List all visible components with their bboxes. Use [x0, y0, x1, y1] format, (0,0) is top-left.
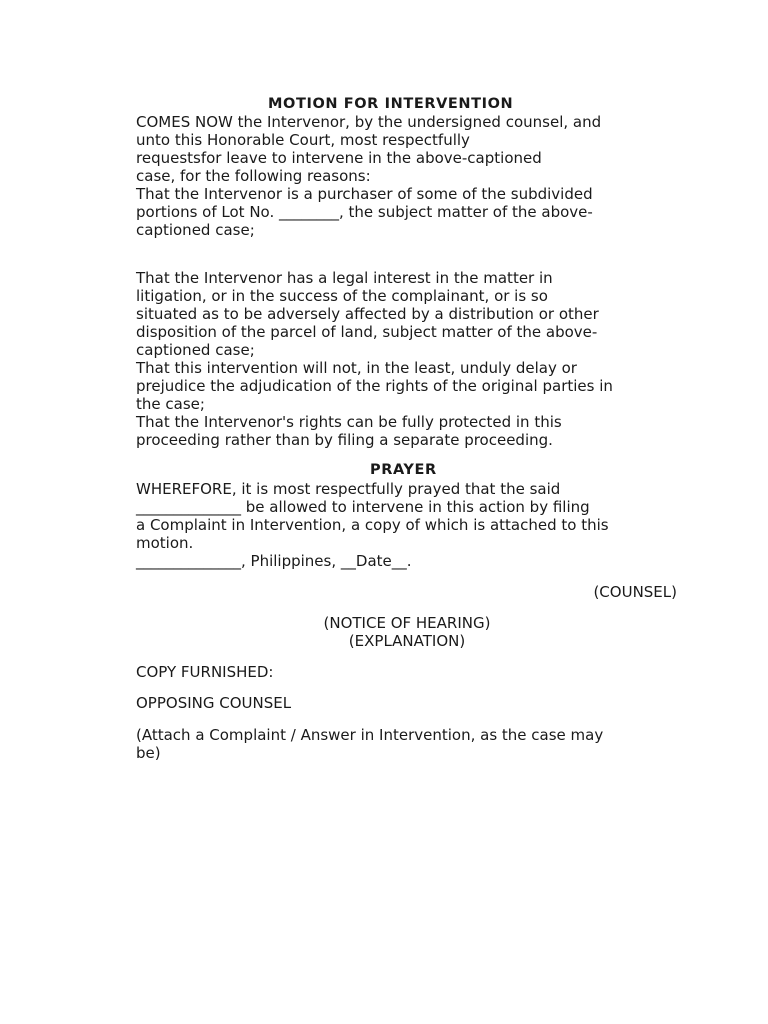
intro-line: case, for the following reasons:	[136, 167, 371, 185]
notice-of-hearing: (NOTICE OF HEARING)	[323, 614, 491, 632]
reason-line: That the Intervenor's rights can be fully protected in this	[136, 413, 562, 431]
prayer-line: a Complaint in Intervention, a copy of which is attached to this	[136, 516, 609, 534]
reason-line: disposition of the parcel of land, subject matter of the above-	[136, 323, 598, 341]
reason-line: the case;	[136, 395, 205, 413]
copy-furnished: COPY FURNISHED:	[136, 663, 274, 681]
document-title: MOTION FOR INTERVENTION	[268, 96, 514, 112]
reason-line: That the Intervenor has a legal interest in the matter in	[136, 269, 553, 287]
prayer-heading: PRAYER	[370, 462, 437, 478]
intro-line: portions of Lot No. ________, the subject matter of the above-	[136, 203, 593, 221]
attach-note-line: (Attach a Complaint / Answer in Intervention, as the case may	[136, 726, 604, 744]
reason-line: situated as to be adversely affected by a distribution or other	[136, 305, 599, 323]
reason-line: prejudice the adjudication of the rights of the original parties in	[136, 377, 613, 395]
intro-line: captioned case;	[136, 221, 255, 239]
intro-line: That the Intervenor is a purchaser of some of the subdivided	[136, 185, 593, 203]
prayer-line: ______________, Philippines, __Date__.	[136, 552, 412, 570]
prayer-line: WHEREFORE, it is most respectfully prayed that the said	[136, 480, 561, 498]
prayer-line: ______________ be allowed to intervene in this action by filing	[136, 498, 590, 516]
intro-line: COMES NOW the Intervenor, by the undersigned counsel, and	[136, 113, 602, 131]
explanation: (EXPLANATION)	[348, 632, 466, 650]
reason-line: litigation, or in the success of the complainant, or is so	[136, 287, 548, 305]
reason-line: proceeding rather than by filing a separate proceeding.	[136, 431, 553, 449]
intro-line: requestsfor leave to intervene in the above-captioned	[136, 149, 542, 167]
attach-note-line: be)	[136, 744, 161, 762]
reason-line: That this intervention will not, in the least, unduly delay or	[136, 359, 577, 377]
opposing-counsel: OPPOSING COUNSEL	[136, 694, 292, 712]
intro-line: unto this Honorable Court, most respectfully	[136, 131, 470, 149]
prayer-line: motion.	[136, 534, 194, 552]
reason-line: captioned case;	[136, 341, 255, 359]
counsel-signature: (COUNSEL)	[593, 583, 677, 601]
